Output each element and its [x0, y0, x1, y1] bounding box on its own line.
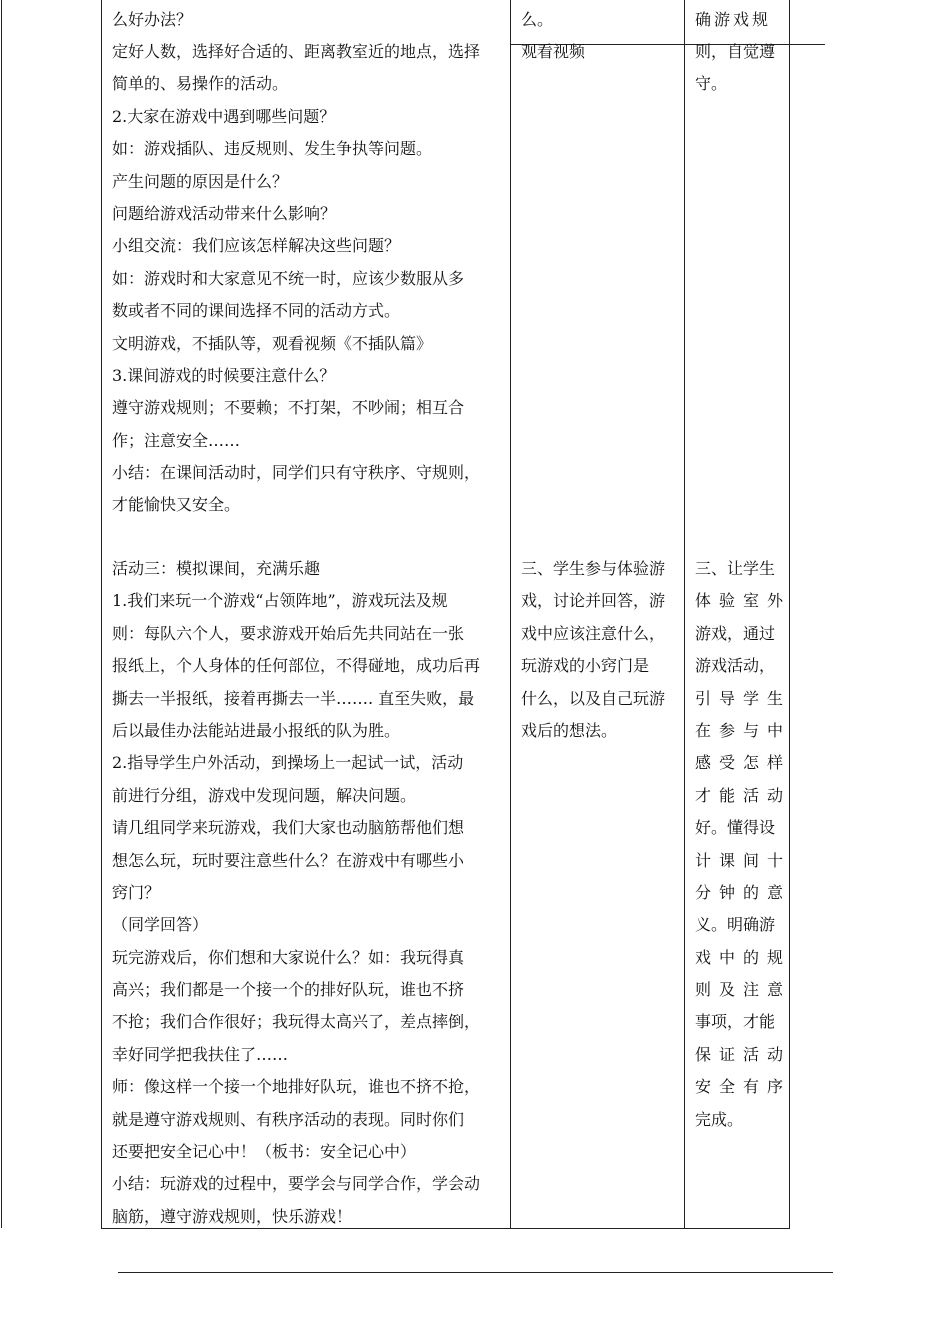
activity3-content-col — [112, 553, 480, 1233]
footer-rule — [118, 1272, 833, 1273]
text-line: 就是遵守游戏规则、有秩序活动的表现。同时你们 — [112, 1109, 465, 1129]
part1-content-col — [112, 36, 480, 522]
text-line: 师：像这样一个接一个地排好队玩，谁也不挤不抢， — [112, 1077, 481, 1097]
text-line: 才能愉快又安全。 — [112, 495, 241, 515]
text-line: 数或者不同的课间选择不同的活动方式。 — [112, 301, 401, 321]
text-line: 体验室外 — [695, 591, 792, 611]
text-line: 2.大家在游戏中遇到哪些问题？ — [112, 106, 336, 126]
text-line: 感受怎样 — [695, 753, 792, 773]
text-line: 分钟的意 — [695, 882, 792, 902]
text-line: 小结：在课间活动时，同学们只有守秩序、守规则， — [112, 463, 481, 483]
text-line: 高兴；我们都是一个接一个的排好队玩，谁也不挤 — [112, 980, 465, 1000]
text-line: 三、学生参与体验游 — [521, 559, 666, 578]
text-line: 戏，讨论并回答，游 — [521, 591, 666, 611]
text-line: 玩完游戏后，你们想和大家说什么？如：我玩得真 — [112, 947, 465, 967]
text-line: 定好人数，选择好合适的、距离教室近的地点，选择 — [112, 42, 481, 61]
text-line: 请几组同学来玩游戏，我们大家也动脑筋帮他们想 — [112, 818, 465, 838]
text-line: 脑筋，遵守游戏规则，快乐游戏！ — [112, 1206, 353, 1226]
col3-left-border — [684, 0, 685, 1228]
text-line: 想怎么玩，玩时要注意些什么？在游戏中有哪些小 — [112, 850, 465, 870]
cont-content-col — [112, 4, 192, 36]
text-line: 游戏活动， — [695, 656, 776, 676]
text-line: 则，自觉遵 — [695, 42, 776, 61]
text-line: 简单的、易操作的活动。 — [112, 74, 289, 94]
text-line: 则及注意 — [695, 980, 792, 1000]
text-line: 玩游戏的小窍门是 — [521, 656, 650, 676]
text-line: 戏后的想法。 — [521, 720, 618, 740]
text-line: 在参与中 — [695, 720, 792, 740]
text-line: 完成。 — [695, 1109, 744, 1129]
text-line: 遵守游戏规则；不要赖；不打架，不吵闹；相互合 — [112, 398, 465, 418]
text-line: 好。懂得设 — [695, 818, 776, 838]
text-line: 小组交流：我们应该怎样解决这些问题？ — [112, 236, 401, 256]
text-line: 什么，以及自己玩游 — [521, 688, 666, 708]
text-line: 还要把安全记心中！（板书：安全记心中） — [112, 1142, 417, 1162]
text-line: 安全有序 — [695, 1077, 792, 1097]
text-line: 窍门？ — [112, 882, 161, 902]
text-line: 观看视频 — [521, 42, 586, 61]
text-line: 戏中应该注意什么， — [521, 623, 666, 643]
text-line: 1.我们来玩一个游戏“占领阵地”，游戏玩法及规 — [112, 591, 448, 611]
activity3-purpose-col — [695, 553, 791, 1136]
text-line: （同学回答） — [112, 915, 209, 935]
text-line: 则：每队六个人，要求游戏开始后先共同站在一张 — [112, 623, 465, 643]
cont-student-col — [521, 4, 553, 36]
text-line: 3.课间游戏的时候要注意什么？ — [112, 365, 336, 385]
text-line: 撕去一半报纸，接着再撕去一半……. 直至失败，最 — [112, 688, 475, 708]
text-line: 前进行分组，游戏中发现问题，解决问题。 — [112, 785, 417, 805]
part1-student-col — [521, 36, 585, 68]
activity3-heading: 活动三：模拟课间，充满乐趣 — [112, 559, 321, 578]
col2-left-border — [510, 0, 511, 1228]
text-line: 三、让学生 — [695, 559, 776, 578]
col1-left-border — [101, 0, 102, 1228]
table-left-border — [1, 0, 2, 1228]
text-line: 守。 — [695, 74, 728, 94]
text-line: 戏中的规 — [695, 947, 792, 967]
text-line: 义。明确游 — [695, 915, 776, 935]
text-line: 小结：玩游戏的过程中，要学会与同学合作，学会动 — [112, 1174, 481, 1194]
text-line: 不抢；我们合作很好；我玩得太高兴了，差点摔倒， — [112, 1012, 481, 1032]
text-line: 2.指导学生户外活动，到操场上一起试一试，活动 — [112, 753, 464, 773]
activity3-student-col — [521, 553, 665, 747]
text-line: 如：游戏时和大家意见不统一时，应该少数服从多 — [112, 268, 465, 288]
text-line: 么。 — [521, 10, 554, 29]
text-line: 游戏，通过 — [695, 623, 776, 643]
text-line: 计课间十 — [695, 850, 792, 870]
text-line: 保证活动 — [695, 1044, 792, 1064]
text-line: 后以最佳办法能站进最小报纸的队为胜。 — [112, 720, 401, 740]
text-line: 文明游戏，不插队等，观看视频《不插队篇》 — [112, 333, 433, 353]
cont-purpose-col — [695, 4, 771, 36]
text-line: 才能活动 — [695, 785, 792, 805]
text-line: 问题给游戏活动带来什么影响？ — [112, 203, 337, 223]
text-line: 报纸上，个人身体的任何部位，不得碰地，成功后再 — [112, 656, 481, 676]
text-line: 如：游戏插队、违反规则、发生争执等问题。 — [112, 139, 433, 159]
text-line: 作；注意安全…… — [112, 430, 241, 450]
text-line: 么好办法？ — [112, 10, 193, 29]
text-line: 引导学生 — [695, 688, 792, 708]
text-line: 确游戏规 — [695, 10, 772, 29]
part1-purpose-col — [695, 36, 775, 101]
text-line: 幸好同学把我扶住了…… — [112, 1044, 289, 1064]
text-line: 产生问题的原因是什么？ — [112, 171, 289, 191]
text-line: 事项，才能 — [695, 1012, 776, 1032]
